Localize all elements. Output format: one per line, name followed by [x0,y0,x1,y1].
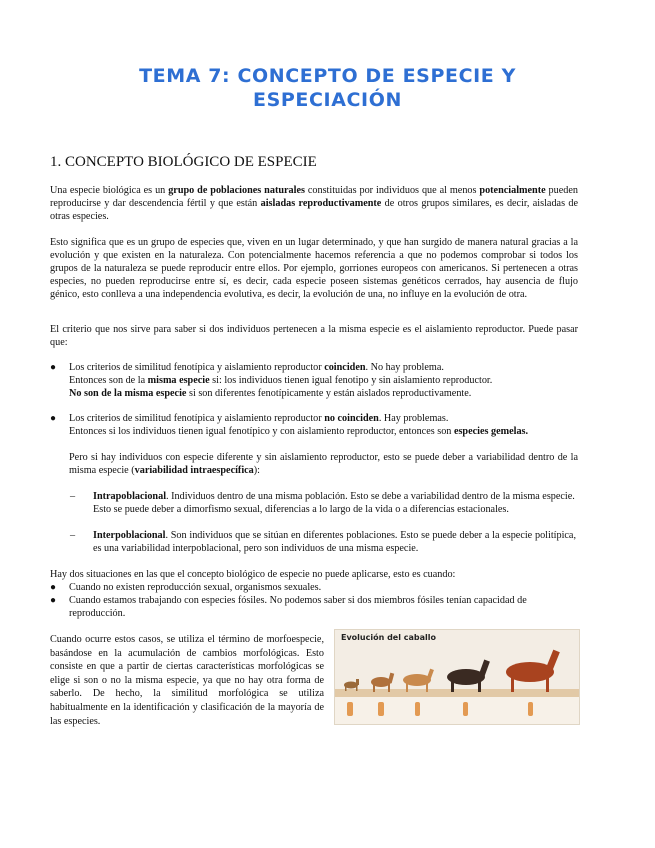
bold-term: Interpoblacional [93,530,166,541]
text-run: . Son individuos que se sitúan en diferentes poblaciones. Esto se puede deber a la especie politípica, es una variabilidad interpoblacional, pero son individuos de una misma especie. [93,530,576,554]
paragraph-criterion: El criterio que nos sirve para saber si dos individuos pertenecen a la misma especie es el aislamiento reproductor. Puede pasar que: [50,324,578,348]
dash-marker: – [70,530,76,541]
horse-icon [403,669,434,692]
paragraph-variability [69,451,578,477]
list-item [50,412,578,442]
bold-term: coinciden [324,362,366,373]
text-run: Entonces son de la [69,375,148,386]
horse-icon [447,660,490,692]
bullet-icon: ● [50,413,57,424]
bullet-line [69,361,578,374]
list-item [50,594,578,620]
bullet-line: Cuando no existen reproducción sexual, organismos sexuales. [69,582,322,593]
paragraph-morfoespecie: Cuando ocurre estos casos, se utiliza el término de morfoespecie, basándose en la acumulación de cambios morfológicas. Esto consiste en que a partir de ciertas características morfológicas se elige si son o no la misma especie, ya que no hay otra forma de saberlo. De hecho, la similitud morfológica se utiliza habitualmente en la identificación y clasificación de la mayoría de las especies. [50,634,324,727]
title-line-2: ESPECIACIÓN [253,89,402,111]
bullet-line [69,412,578,425]
bullet-line [69,425,578,438]
bold-term: aisladas reproductivamente [260,198,382,209]
bold-term: potencialmente [479,185,546,196]
text-run: Entonces si los individuos tienen igual fenotípico y con aislamiento reproductor, entonces son [69,426,454,437]
bullet-line [69,374,578,387]
list-item [50,581,578,594]
figure-caption: Evolución del caballo [341,633,436,642]
title-line-1: TEMA 7: CONCEPTO DE ESPECIE Y [139,65,516,87]
text-run: ): [253,465,261,476]
dash-line [93,529,576,555]
foot-band [335,697,579,724]
text-run: Los criterios de similitud fenotípica y aislamiento reproductor [69,413,325,424]
horse-evolution-figure [334,629,580,725]
dash-line [93,490,576,503]
paragraph-definition [50,184,578,223]
bold-term: No son de la misma especie [69,388,187,399]
bold-term: especies gemelas. [453,426,529,437]
horse-icon [506,650,560,692]
text-run: si: los individuos tienen igual fenotipo y sin aislamiento reproductor. [209,375,493,386]
bold-term: no coinciden [324,413,379,424]
list-item [70,529,600,557]
text-run: si son diferentes fenotípicamente y están aislados reproductivamente. [186,388,472,399]
text-run: . Individuos dentro de una misma población. Esto se debe a variabilidad dentro de la misma especie. [166,491,575,502]
bold-term: variabilidad intraespecífica [134,465,254,476]
document-title [60,64,595,112]
text-run: de otros grupos similares, es decir, aisladas de otras especies. [50,198,578,222]
bullet-icon: ● [50,362,57,373]
bold-term: grupo de poblaciones naturales [168,185,305,196]
text-run: Una especie biológica es un [50,185,169,196]
section-heading: 1. CONCEPTO BIOLÓGICO DE ESPECIE [50,154,317,170]
horse-evolution-illustration [335,630,579,724]
bullet-icon: ● [50,595,57,606]
text-run: Los criterios de similitud fenotípica y aislamiento reproductor [69,362,325,373]
dash-marker: – [70,491,76,502]
text-run: pueden reproducirse y dar descendencia fértil y que están [50,185,578,209]
list-item [50,361,578,403]
list-item [70,490,600,530]
bullet-line [69,387,578,400]
ground-band [335,689,579,697]
paragraph-explanation: Esto significa que es un grupo de especies que, viven en un lugar determinado, y que han surgido de manera natural gracias a la evolución y que existen en la naturaleza. Con potencialmente hacemos referencia a que no podemos comprobar si todos los grupos de la naturaleza se puede reproducir entre ellos. Por ejemplo, gorriones europeos con americanos. Si pertenecen a otras especies, no pueden reproducirse entre sí, es decir, cada especie poseen sistemas genéticos cerrados, hay ausencia de flujo génico, esto conlleva a una independencia evolutiva, es decir, la evolución de una, no influye en la evolución de otra. [50,237,578,300]
text-run: constituidas por individuos que al menos [304,185,480,196]
bold-term: Intrapoblacional [93,491,167,502]
text-run: . Hay problemas. [378,413,449,424]
paragraph-exceptions: Hay dos situaciones en las que el concepto biológico de especie no puede aplicarse, esto es cuando: [50,569,456,580]
bullet-line: Cuando estamos trabajando con especies fósiles. No podemos saber si dos miembros fósiles tenían capacidad de reproducción. [69,595,527,619]
dash-line: Esto se puede deber a dimorfismo sexual, diferencias a lo largo de la vida o a diferencias estacionales. [93,504,509,515]
bullet-icon: ● [50,582,57,593]
text-run: . No hay problema. [365,362,444,373]
bold-term: misma especie [147,375,210,386]
text-run: Pero si hay individuos con especie diferente y sin aislamiento reproductor, esto se puede deber a variabilidad dentro de la misma especie ( [69,452,578,476]
